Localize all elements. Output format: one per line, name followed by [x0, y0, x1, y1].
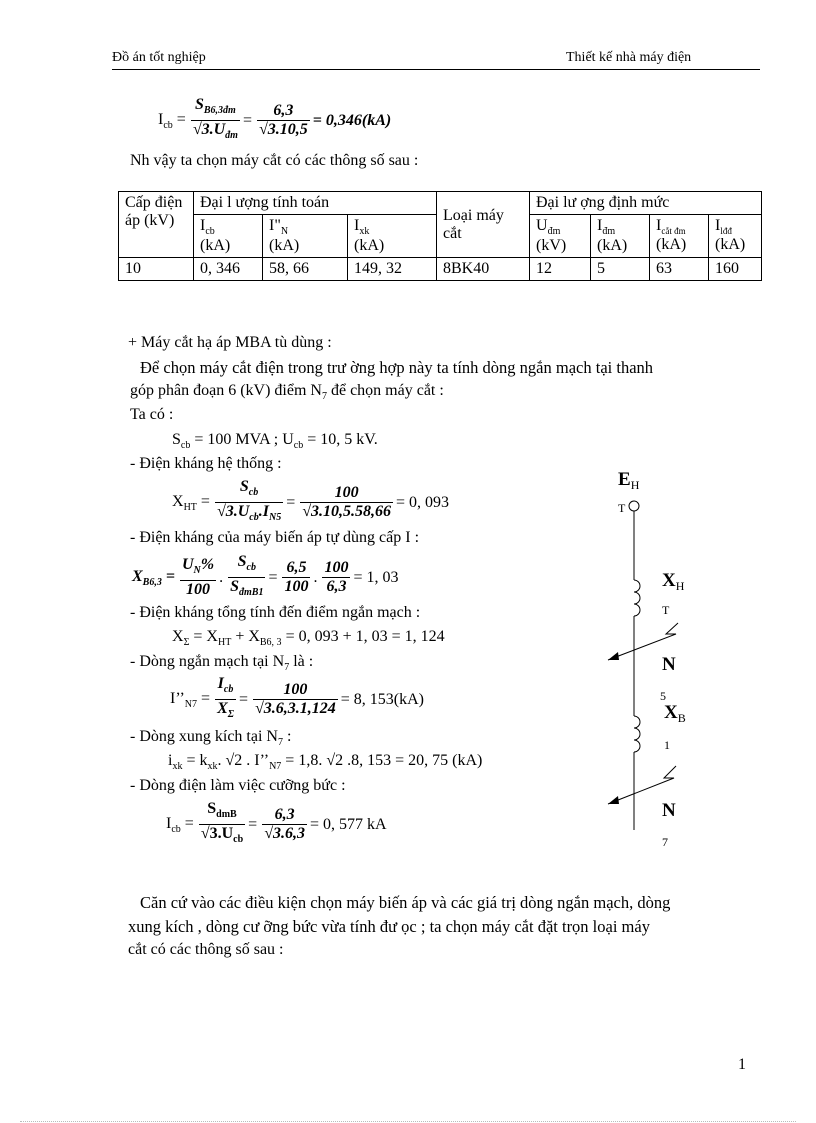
p-de-chon-2: góp phân đoạn 6 (kV) điểm $N_7$ để chọn máy cắt :: [130, 382, 444, 403]
th-udm: $U_{đm}$ (kV): [530, 215, 591, 258]
label-n5-sub: 5: [660, 689, 666, 703]
header-rule: [112, 69, 760, 70]
footer-rule: [20, 1121, 796, 1122]
label-xb: $X_B$: [664, 702, 686, 725]
label-n7: N: [662, 800, 676, 821]
scb-line: $S_{cb} = 100$ MVA ; $U_{cb} = 10$, 5 kV.: [172, 431, 378, 452]
eq-icb-1: $I_{cb}$ = $\frac{S_{B6,3đm}}{√3.U_{đm}}$ = $\frac{6,3}{√3.10,5}$ = 0,346(kA): [158, 96, 392, 142]
label-n5: N: [662, 654, 676, 675]
th-dai-luong-tinh-toan: Đại l ượng tính toán: [194, 192, 437, 215]
label-xh: $X_H$: [662, 570, 685, 593]
th-icb: $I_{cb}$ (kA): [194, 215, 263, 258]
eq-in7: $I’’_{N7}$ = $\frac{I_{cb}}{X_\Sigma}$ = $\frac{100}{√3.6,3.1,124}$ = 8, 153(kA): [170, 675, 424, 721]
p-dong-lam-viec: - Dòng điện làm việc cưỡng bức :: [130, 777, 346, 794]
p-ta-co: Ta có :: [130, 406, 174, 423]
source-node: [629, 501, 639, 511]
header-left: Đồ án tốt nghiệp: [112, 50, 206, 65]
label-eh: $E_H$: [618, 469, 640, 492]
th-cap-dien-ap: Cấp điện áp (kV): [119, 192, 194, 258]
p-may-cat-ha-ap: + Máy cắt hạ áp MBA tù dùng :: [128, 334, 332, 351]
th-in: $I"_N$ (kA): [263, 215, 348, 258]
line-nhu-vay: Nh vậy ta chọn máy cắt có các thông số sau :: [130, 152, 419, 169]
p-can-cu-2: xung kích , dòng cư ỡng bức vừa tính đư ọc ; ta chọn máy cắt đặt trọn loại máy: [128, 917, 650, 936]
p-de-chon-1: Để chọn máy cắt điện trong trư ờng hợp này ta tính dòng ngắn mạch tại thanh: [140, 358, 654, 377]
th-icat: $I_{cắt đm}$ (kA): [650, 215, 709, 258]
p-dien-khang-ht: - Điện kháng hệ thống :: [130, 455, 282, 472]
inductor-xh: [634, 580, 640, 616]
label-t2: T: [662, 603, 670, 617]
eq-ixk: $i_{xk} = k_{xk}$. √2 . $I’’_{N7} = 1,8$. √2 .8, 153 = 20, 75 (kA): [168, 752, 483, 773]
th-loai-may-cat: Loại máy cắt: [437, 192, 530, 258]
th-ixk: $I_{xk}$ (kA): [348, 215, 437, 258]
p-dien-khang-tong: - Điện kháng tổng tính đến điểm ngắn mạch :: [130, 604, 421, 621]
header-right: Thiết kế nhà máy điện: [566, 50, 692, 65]
table-row: 10 0, 346 58, 66 149, 32 8BK40 12 5 63 160: [119, 258, 762, 281]
p-can-cu-1: Căn cứ vào các điều kiện chọn máy biến áp và các giá trị dòng ngắn mạch, dòng: [140, 893, 671, 912]
breaker-param-table: [118, 191, 762, 281]
th-ildd: $I_{lđđ}$ (kA): [709, 215, 762, 258]
eq-xb63: $X_{B6,3}$ = $\frac{U_N\%}{100}$ . $\frac{S_{cb}}{S_{đmB1}}$ = $\frac{6,5}{100}$ . $\frac{100}{6,3}$ = 1, 03: [132, 553, 399, 599]
p-can-cu-3: cắt có các thông số sau :: [128, 941, 284, 958]
inductor-xb: [634, 716, 640, 752]
label-one: 1: [664, 738, 670, 752]
th-dai-luong-dinh-muc: Đại lư ợng định mức: [530, 192, 762, 215]
fault-arrowhead-n5: [608, 652, 619, 660]
circuit-diagram: [596, 462, 706, 852]
p-dien-khang-mba: - Điện kháng của máy biến áp tự dùng cấp I :: [130, 529, 420, 546]
label-t1: T: [618, 501, 626, 515]
eq-xsum: $X_\Sigma = X_{HT} + X_{B6, 3} = 0$, 093 + 1, 03 = 1, 124: [172, 628, 445, 649]
eq-icb-2: $I_{cb}$ = $\frac{S_{dmB}}{√3.U_{cb}}$ = $\frac{6,3}{√3.6,3}$ = 0, 577 kA: [166, 800, 387, 846]
eq-xht: $X_{HT}$ = $\frac{S_{cb}}{√3.U_{cb}.I_{N5}}$ = $\frac{100}{√3.10,5.58,66}$ = 0, 093: [172, 478, 450, 524]
label-n7-sub: 7: [662, 835, 668, 849]
fault-arrowhead-n7: [608, 796, 619, 804]
th-idm: $I_{đm}$ (kA): [591, 215, 650, 258]
p-dong-ngan-mach: - Dòng ngắn mạch tại $N_7$ là :: [130, 653, 314, 674]
p-dong-xung-kich: - Dòng xung kích tại $N_7$ :: [130, 728, 292, 749]
page-number: 1: [738, 1056, 746, 1073]
